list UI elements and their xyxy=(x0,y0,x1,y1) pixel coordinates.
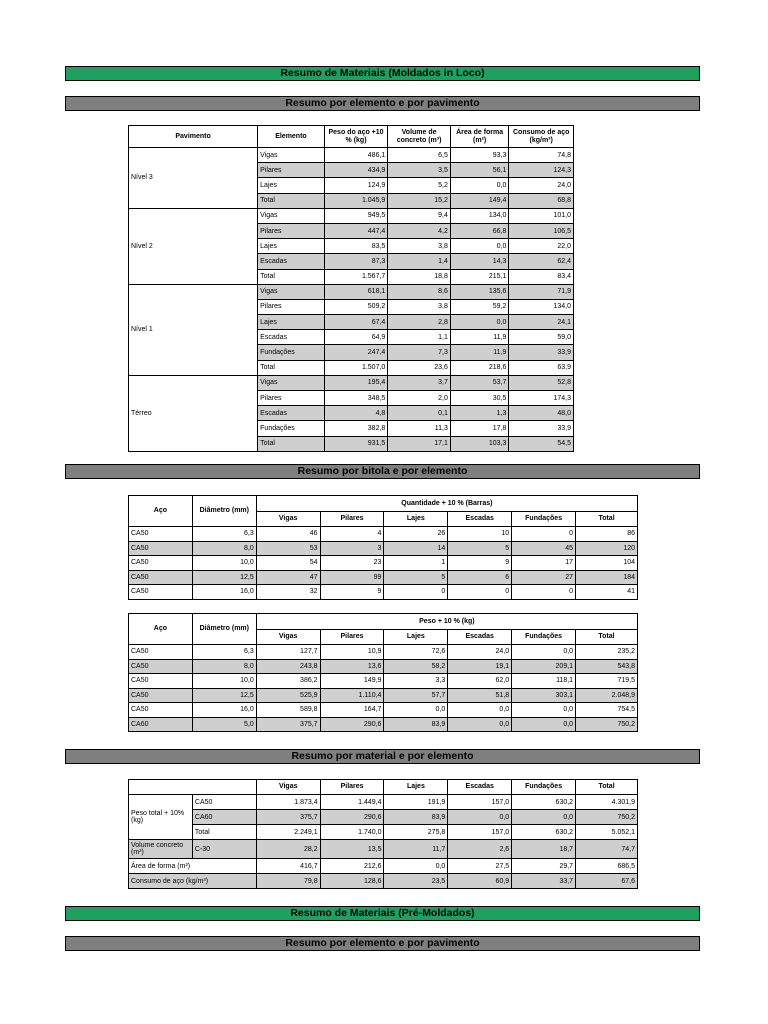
table-cell: 434,9 xyxy=(324,163,388,178)
table-cell: 184 xyxy=(576,570,638,585)
table-cell: 26 xyxy=(384,527,448,542)
table-cell: 5 xyxy=(384,570,448,585)
column-header: Volume de concreto (m³) xyxy=(388,126,451,148)
table-cell: 1.110,4 xyxy=(320,688,384,703)
table-cell: 127,7 xyxy=(256,645,320,660)
table-cell: 13,5 xyxy=(320,840,384,859)
table-cell: 1 xyxy=(384,556,448,571)
table-cell: 15,2 xyxy=(388,193,451,208)
column-header: Consumo de aço (kg/m³) xyxy=(509,126,574,148)
table-cell: 124,9 xyxy=(324,178,388,193)
table-cell: Total xyxy=(258,360,325,375)
column-header: Fundações xyxy=(512,780,576,795)
table-cell: 64,9 xyxy=(324,330,388,345)
table-cell: 2,0 xyxy=(388,391,451,406)
table-cell: 157,0 xyxy=(448,825,512,840)
table-cell: 10,0 xyxy=(192,556,256,571)
table-cell: 13,6 xyxy=(320,659,384,674)
table-cell: 6,3 xyxy=(192,527,256,542)
table-cell: 23,6 xyxy=(388,360,451,375)
table-cell: 134,0 xyxy=(509,299,574,314)
table-cell: 54,5 xyxy=(509,436,574,451)
table-cell: 5,0 xyxy=(192,717,256,732)
blank-header xyxy=(129,780,257,795)
table-cell: 27,5 xyxy=(448,859,512,874)
table-cell: Escadas xyxy=(258,330,325,345)
table-cell: 56,1 xyxy=(450,163,509,178)
table-cell: 386,2 xyxy=(256,674,320,689)
table-row xyxy=(129,284,574,299)
table-cell: 28,2 xyxy=(256,840,320,859)
column-header: Área de forma (m²) xyxy=(450,126,509,148)
table-cell: Pilares xyxy=(258,391,325,406)
table-cell: 104 xyxy=(576,556,638,571)
table-cell: 3,5 xyxy=(388,163,451,178)
column-header: Escadas xyxy=(448,630,512,645)
table-cell: 1.045,9 xyxy=(324,193,388,208)
table-cell: 7,3 xyxy=(388,345,451,360)
table-cell: 235,2 xyxy=(576,645,638,660)
table-cell: 157,0 xyxy=(448,795,512,810)
table-cell: 47 xyxy=(256,570,320,585)
table-cell: 2,6 xyxy=(448,840,512,859)
table-cell: 164,7 xyxy=(320,703,384,718)
column-group-header: Peso + 10 % (kg) xyxy=(256,614,637,630)
table-cell: 72,6 xyxy=(384,645,448,660)
table-cell: 447,4 xyxy=(324,223,388,238)
pavimento-cell: Nível 2 xyxy=(129,208,258,284)
table-cell: 24,1 xyxy=(509,315,574,330)
table-row xyxy=(129,375,574,390)
table-cell: 3,3 xyxy=(384,674,448,689)
table-cell: 63,9 xyxy=(509,360,574,375)
table-cell: 1.507,0 xyxy=(324,360,388,375)
table-cell: 5 xyxy=(448,541,512,556)
table-cell: 3,8 xyxy=(388,299,451,314)
table-cell: 686,5 xyxy=(576,859,638,874)
table-cell: Pilares xyxy=(258,223,325,238)
section-subtitle-material: Resumo por material e por elemento xyxy=(65,749,700,764)
table-cell: 1.740,0 xyxy=(320,825,384,840)
table-cell: Total xyxy=(258,193,325,208)
table-row xyxy=(129,659,638,674)
table-cell: 1,4 xyxy=(388,254,451,269)
table-row xyxy=(129,874,638,889)
column-header: Pilares xyxy=(320,780,384,795)
table-peso-bitola xyxy=(128,613,638,732)
section-subtitle-elemento-pavimento: Resumo por elemento e por pavimento xyxy=(65,96,700,111)
table-cell: 10,9 xyxy=(320,645,384,660)
table-cell: 87,3 xyxy=(324,254,388,269)
table-cell: CA60 xyxy=(129,717,193,732)
column-header: Total xyxy=(576,630,638,645)
table-cell: 11,9 xyxy=(450,345,509,360)
table-cell: 66,8 xyxy=(450,223,509,238)
table-cell: 46 xyxy=(256,527,320,542)
table-cell: CA50 xyxy=(129,541,193,556)
table-cell: 243,8 xyxy=(256,659,320,674)
table-cell: 0,0 xyxy=(384,859,448,874)
pavimento-cell: Nível 1 xyxy=(129,284,258,375)
table-cell: 215,1 xyxy=(450,269,509,284)
table-cell: Pilares xyxy=(258,299,325,314)
table-cell: 1.567,7 xyxy=(324,269,388,284)
table-cell: 68,8 xyxy=(509,193,574,208)
table-row xyxy=(129,527,638,542)
table-cell: 9 xyxy=(320,585,384,600)
table-cell: 52,8 xyxy=(509,375,574,390)
column-header-aco: Aço xyxy=(129,614,193,645)
table-cell: 209,1 xyxy=(512,659,576,674)
table-cell: 1.449,4 xyxy=(320,795,384,810)
table-cell: CA50 xyxy=(129,570,193,585)
table-cell: 29,7 xyxy=(512,859,576,874)
table-cell: Pilares xyxy=(258,163,325,178)
table-cell: 11,3 xyxy=(388,421,451,436)
table-cell: 51,8 xyxy=(448,688,512,703)
table-cell: 191,9 xyxy=(384,795,448,810)
table-cell: 0,0 xyxy=(512,810,576,825)
column-header: Vigas xyxy=(256,780,320,795)
table-cell: 62,4 xyxy=(509,254,574,269)
table-cell: 71,9 xyxy=(509,284,574,299)
table-cell: 4.301,9 xyxy=(576,795,638,810)
table-cell: 19,1 xyxy=(448,659,512,674)
table-cell: 24,0 xyxy=(509,178,574,193)
table-cell: 3 xyxy=(320,541,384,556)
table-cell: 0 xyxy=(448,585,512,600)
table-cell: 218,6 xyxy=(450,360,509,375)
table-row xyxy=(129,795,638,810)
column-header: Elemento xyxy=(258,126,325,148)
table-cell: 93,3 xyxy=(450,148,509,163)
table-cell: 17 xyxy=(512,556,576,571)
table-quantidade-barras xyxy=(128,495,638,600)
table-cell: 149,9 xyxy=(320,674,384,689)
pavimento-cell: Nível 3 xyxy=(129,148,258,209)
table-cell: CA50 xyxy=(129,703,193,718)
table-row xyxy=(129,208,574,223)
column-header-diametro: Diâmetro (mm) xyxy=(192,614,256,645)
table-cell: 0,1 xyxy=(388,406,451,421)
table-cell: 486,1 xyxy=(324,148,388,163)
table-row xyxy=(129,688,638,703)
table-cell: 124,3 xyxy=(509,163,574,178)
table-cell: 106,5 xyxy=(509,223,574,238)
row-label-consumo: Consumo de aço (kg/m³) xyxy=(129,874,257,889)
table-cell: 9 xyxy=(448,556,512,571)
column-header: Lajes xyxy=(384,630,448,645)
table-cell: 509,2 xyxy=(324,299,388,314)
table-row xyxy=(129,674,638,689)
table-cell: 12,5 xyxy=(192,570,256,585)
column-header: Pilares xyxy=(320,630,384,645)
table-cell: Lajes xyxy=(258,178,325,193)
table-cell: 4,2 xyxy=(388,223,451,238)
table-cell: Total xyxy=(192,825,256,840)
table-cell: 11,9 xyxy=(450,330,509,345)
table-cell: 618,1 xyxy=(324,284,388,299)
table-cell: 3,8 xyxy=(388,239,451,254)
table-cell: 0,0 xyxy=(512,645,576,660)
table-cell: 0,0 xyxy=(450,315,509,330)
column-header: Vigas xyxy=(256,512,320,527)
table-cell: 0,0 xyxy=(448,703,512,718)
column-header: Pavimento xyxy=(129,126,258,148)
table-cell: 8,6 xyxy=(388,284,451,299)
table-cell: 0,0 xyxy=(512,717,576,732)
table-material-elemento xyxy=(128,779,638,889)
table-cell: 18,7 xyxy=(512,840,576,859)
table-cell: CA50 xyxy=(129,585,193,600)
table-cell: 0,0 xyxy=(384,703,448,718)
table-cell: 17,8 xyxy=(450,421,509,436)
column-header: Escadas xyxy=(448,512,512,527)
table-cell: 128,6 xyxy=(320,874,384,889)
table-cell: 17,1 xyxy=(388,436,451,451)
table-cell: 79,8 xyxy=(256,874,320,889)
column-header: Peso do aço +10 % (kg) xyxy=(324,126,388,148)
table-cell: 630,2 xyxy=(512,825,576,840)
table-cell: Lajes xyxy=(258,239,325,254)
table-cell: 62,0 xyxy=(448,674,512,689)
table-row xyxy=(129,585,638,600)
table-cell: Vigas xyxy=(258,148,325,163)
table-cell: 83,4 xyxy=(509,269,574,284)
column-header: Total xyxy=(576,512,638,527)
table-cell: 719,5 xyxy=(576,674,638,689)
table-cell: 23 xyxy=(320,556,384,571)
table-cell: 195,4 xyxy=(324,375,388,390)
table-cell: 57,7 xyxy=(384,688,448,703)
section-subtitle-elemento-pavimento-2: Resumo por elemento e por pavimento xyxy=(65,936,700,951)
table-cell: 33,9 xyxy=(509,345,574,360)
row-label-area: Área de forma (m²) xyxy=(129,859,257,874)
table-cell: 23,5 xyxy=(384,874,448,889)
table-row xyxy=(129,703,638,718)
table-cell: 60,9 xyxy=(448,874,512,889)
table-row xyxy=(129,556,638,571)
table-row xyxy=(129,541,638,556)
table-cell: 1.873,4 xyxy=(256,795,320,810)
column-header: Escadas xyxy=(448,780,512,795)
table-cell: Escadas xyxy=(258,254,325,269)
table-cell: 41 xyxy=(576,585,638,600)
table-cell: 1,3 xyxy=(450,406,509,421)
table-cell: 22,0 xyxy=(509,239,574,254)
table-cell: 6 xyxy=(448,570,512,585)
table-cell: 86 xyxy=(576,527,638,542)
table-cell: 74,8 xyxy=(509,148,574,163)
table-cell: 14,3 xyxy=(450,254,509,269)
table-cell: 212,6 xyxy=(320,859,384,874)
section-title-moldados: Resumo de Materiais (Moldados in Loco) xyxy=(65,66,700,81)
table-cell: Total xyxy=(258,436,325,451)
table-cell: Fundações xyxy=(258,421,325,436)
table-cell: 416,7 xyxy=(256,859,320,874)
table-cell: 8,0 xyxy=(192,659,256,674)
table-row xyxy=(129,717,638,732)
column-header: Fundações xyxy=(512,512,576,527)
table-cell: 949,5 xyxy=(324,208,388,223)
table-cell: CA50 xyxy=(129,645,193,660)
table-cell: C-30 xyxy=(192,840,256,859)
table-cell: 6,3 xyxy=(192,645,256,660)
table-cell: 0,0 xyxy=(448,810,512,825)
table-cell: 67,6 xyxy=(576,874,638,889)
table-cell: 8,0 xyxy=(192,541,256,556)
table-cell: CA60 xyxy=(192,810,256,825)
table-cell: CA50 xyxy=(129,674,193,689)
table-row xyxy=(129,570,638,585)
column-header: Vigas xyxy=(256,630,320,645)
table-cell: 630,2 xyxy=(512,795,576,810)
table-cell: 6,5 xyxy=(388,148,451,163)
table-cell: 2.249,1 xyxy=(256,825,320,840)
table-cell: 118,1 xyxy=(512,674,576,689)
column-header: Lajes xyxy=(384,780,448,795)
table-cell: 5,2 xyxy=(388,178,451,193)
table-cell: CA50 xyxy=(129,688,193,703)
section-title-pre-moldados: Resumo de Materiais (Pré-Moldados) xyxy=(65,906,700,921)
table-cell: 16,0 xyxy=(192,585,256,600)
table-cell: Total xyxy=(258,269,325,284)
table-cell: 247,4 xyxy=(324,345,388,360)
table-cell: CA50 xyxy=(129,527,193,542)
table-cell: 525,9 xyxy=(256,688,320,703)
table-cell: 375,7 xyxy=(256,810,320,825)
column-header: Lajes xyxy=(384,512,448,527)
table-cell: 0 xyxy=(512,527,576,542)
table-cell: 30,5 xyxy=(450,391,509,406)
table-row xyxy=(129,645,638,660)
table-cell: 53,7 xyxy=(450,375,509,390)
table-cell: 931,5 xyxy=(324,436,388,451)
table-cell: 9,4 xyxy=(388,208,451,223)
table-cell: 11,7 xyxy=(384,840,448,859)
table-cell: CA50 xyxy=(129,659,193,674)
table-cell: 0 xyxy=(512,585,576,600)
table-cell: 290,6 xyxy=(320,717,384,732)
table-elemento-pavimento xyxy=(128,125,574,452)
table-row xyxy=(129,810,638,825)
table-cell: 4,8 xyxy=(324,406,388,421)
table-cell: 59,0 xyxy=(509,330,574,345)
table-cell: Vigas xyxy=(258,375,325,390)
table-cell: 99 xyxy=(320,570,384,585)
table-cell: 58,2 xyxy=(384,659,448,674)
table-cell: 0,0 xyxy=(450,178,509,193)
table-cell: 375,7 xyxy=(256,717,320,732)
section-subtitle-bitola: Resumo por bitola e por elemento xyxy=(65,464,700,479)
table-cell: 750,2 xyxy=(576,717,638,732)
column-header: Fundações xyxy=(512,630,576,645)
table-cell: 83,5 xyxy=(324,239,388,254)
table-cell: CA50 xyxy=(129,556,193,571)
table-cell: 74,7 xyxy=(576,840,638,859)
table-cell: 54 xyxy=(256,556,320,571)
table-cell: 48,0 xyxy=(509,406,574,421)
table-cell: Lajes xyxy=(258,315,325,330)
column-header-aco: Aço xyxy=(129,496,193,527)
table-cell: 83,9 xyxy=(384,717,448,732)
table-row xyxy=(129,859,638,874)
row-label-peso: Peso total + 10% (kg) xyxy=(129,795,193,840)
column-header: Pilares xyxy=(320,512,384,527)
column-group-header: Quantidade + 10 % (Barras) xyxy=(256,496,637,512)
table-cell: 33,9 xyxy=(509,421,574,436)
table-cell: Vigas xyxy=(258,284,325,299)
table-cell: 33,7 xyxy=(512,874,576,889)
table-cell: 290,6 xyxy=(320,810,384,825)
table-cell: 174,3 xyxy=(509,391,574,406)
table-cell: 149,4 xyxy=(450,193,509,208)
table-cell: 10,0 xyxy=(192,674,256,689)
table-cell: 103,3 xyxy=(450,436,509,451)
table-cell: 750,2 xyxy=(576,810,638,825)
table-cell: Vigas xyxy=(258,208,325,223)
table-cell: 1,1 xyxy=(388,330,451,345)
table-cell: 59,2 xyxy=(450,299,509,314)
table-cell: 83,9 xyxy=(384,810,448,825)
table-cell: 18,8 xyxy=(388,269,451,284)
table-cell: 24,0 xyxy=(448,645,512,660)
table-cell: 4 xyxy=(320,527,384,542)
column-header-diametro: Diâmetro (mm) xyxy=(192,496,256,527)
table-cell: 45 xyxy=(512,541,576,556)
table-cell: 0,0 xyxy=(512,703,576,718)
table-cell: 67,4 xyxy=(324,315,388,330)
table-cell: 134,0 xyxy=(450,208,509,223)
table-cell: 543,8 xyxy=(576,659,638,674)
table-cell: 12,5 xyxy=(192,688,256,703)
table-cell: 2,8 xyxy=(388,315,451,330)
pavimento-cell: Térreo xyxy=(129,375,258,451)
table-cell: 589,8 xyxy=(256,703,320,718)
table-cell: 2.048,9 xyxy=(576,688,638,703)
table-cell: 0,0 xyxy=(448,717,512,732)
table-cell: 135,6 xyxy=(450,284,509,299)
table-cell: 32 xyxy=(256,585,320,600)
table-cell: 3,7 xyxy=(388,375,451,390)
table-cell: 5.052,1 xyxy=(576,825,638,840)
table-cell: CA50 xyxy=(192,795,256,810)
table-cell: 303,1 xyxy=(512,688,576,703)
table-cell: 275,8 xyxy=(384,825,448,840)
table-cell: 0,0 xyxy=(450,239,509,254)
table-cell: 10 xyxy=(448,527,512,542)
table-cell: 382,8 xyxy=(324,421,388,436)
table-cell: 14 xyxy=(384,541,448,556)
table-cell: 754,5 xyxy=(576,703,638,718)
table-cell: Fundações xyxy=(258,345,325,360)
table-cell: 120 xyxy=(576,541,638,556)
table-cell: 101,0 xyxy=(509,208,574,223)
table-cell: 27 xyxy=(512,570,576,585)
table-row xyxy=(129,825,638,840)
row-label-volume: Volume concreto (m³) xyxy=(129,840,193,859)
table-cell: 16,0 xyxy=(192,703,256,718)
column-header: Total xyxy=(576,780,638,795)
table-row xyxy=(129,840,638,859)
table-cell: 53 xyxy=(256,541,320,556)
table-cell: Escadas xyxy=(258,406,325,421)
table-row xyxy=(129,148,574,163)
table-cell: 348,5 xyxy=(324,391,388,406)
table-cell: 0 xyxy=(384,585,448,600)
